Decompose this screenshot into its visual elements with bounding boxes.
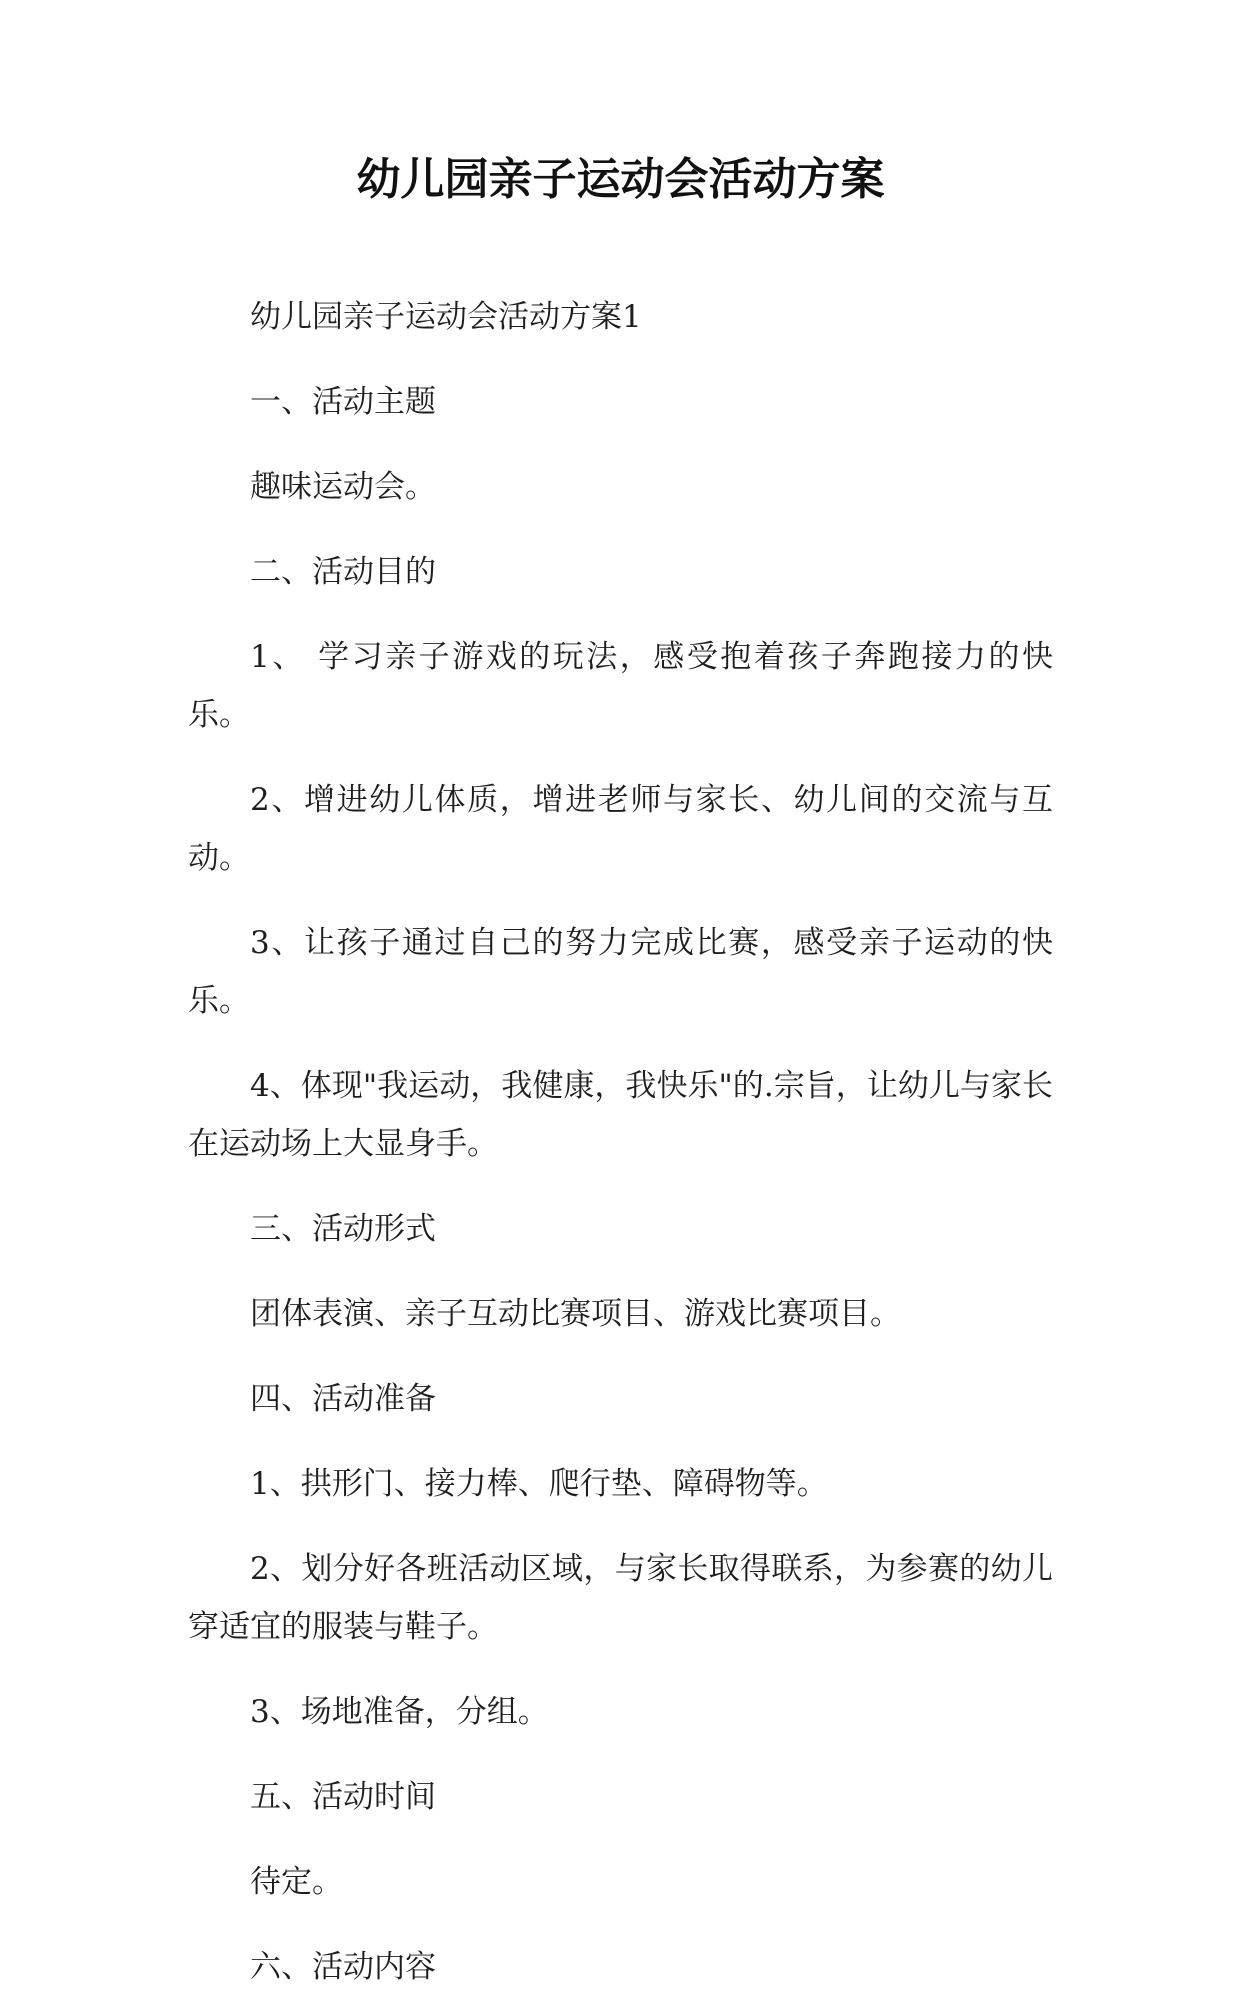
section-heading-preparation: 四、活动准备: [250, 1381, 436, 1417]
section-heading-format: 三、活动形式: [250, 1211, 436, 1247]
plan-heading: 幼儿园亲子运动会活动方案1: [250, 299, 642, 335]
document-title: 幼儿园亲子运动会活动方案: [356, 154, 885, 205]
preparation-item-1: 1、拱形门、接力棒、爬行垫、障碍物等。: [250, 1466, 828, 1502]
purpose-item-4: 4、体现"我运动，我健康，我快乐"的.宗旨，让幼儿与家长在运动场上大显身手。: [188, 1068, 1053, 1162]
section-heading-purpose: 二、活动目的: [250, 554, 436, 590]
format-text: 团体表演、亲子互动比赛项目、游戏比赛项目。: [250, 1296, 901, 1332]
section-heading-time: 五、活动时间: [250, 1779, 436, 1815]
purpose-item-2: 2、增进幼儿体质，增进老师与家长、幼儿间的交流与互动。: [188, 782, 1053, 876]
time-text: 待定。: [250, 1864, 343, 1900]
purpose-item-1: 1、 学习亲子游戏的玩法，感受抱着孩子奔跑接力的快乐。: [188, 639, 1053, 733]
preparation-item-2: 2、划分好各班活动区域，与家长取得联系，为参赛的幼儿穿适宜的服装与鞋子。: [188, 1551, 1053, 1645]
preparation-item-3: 3、场地准备，分组。: [250, 1694, 549, 1730]
document-body: [188, 288, 1053, 1996]
section-heading-content: 六、活动内容: [250, 1949, 436, 1985]
purpose-item-3: 3、让孩子通过自己的努力完成比赛，感受亲子运动的快乐。: [188, 925, 1053, 1019]
theme-text: 趣味运动会。: [250, 469, 436, 505]
section-heading-theme: 一、活动主题: [250, 384, 436, 420]
